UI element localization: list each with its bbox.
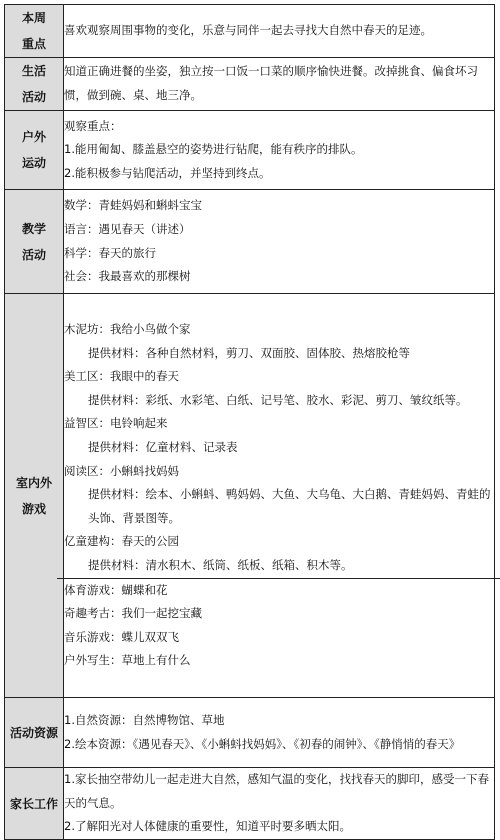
row-label-outdoor-sport: 户外 运动 [5,111,64,190]
list-item: 1.自然资源：自然博物馆、草地 [64,712,225,727]
table-row-daily-life [5,58,495,111]
list-item: 社会：我最喜欢的那棵树 [64,269,191,284]
list-item: 数学：青蛙妈妈和蝌蚪宝宝 [64,198,202,213]
row-content-teaching [64,190,495,294]
list-item: 奇趣考古：我们一起挖宝藏 [64,606,202,621]
list-item: 科学：春天的旅行 [64,245,156,260]
row-content-daily-life [64,58,495,111]
row-content-outdoor-sport [64,111,495,190]
area-materials: 提供材料：各种自然材料，剪刀、双面胶、固体胶、热熔胶枪等 [88,345,410,360]
area-materials: 提供材料：彩纸、水彩笔、白纸、记号笔、胶水、彩泥、剪刀、皱纹纸等。 [88,392,468,407]
table-row-outdoor-sport [5,111,495,190]
list-item: 观察重点： [64,118,122,133]
list-item: 2.绘本资源：《遇见春天》、《小蝌蚪找妈妈》、《初春的闹钟》、《静悄悄的春天》 [64,736,461,751]
list-item: 体育游戏：蝴蝶和花 [64,582,168,597]
list-item: 2.能积极参与钻爬活动，并坚持到终点。 [64,165,271,180]
area-materials: 提供材料：绘本、小蝌蚪、鸭妈妈、大鱼、大乌龟、大白鹅、青蛙妈妈、青蛙的头饰、背景图等。 [88,487,491,525]
table-row-focus [5,5,495,58]
table-row-parents [5,768,495,840]
table-row-games [5,294,495,698]
area-title: 益智区：电铃响起来 [64,416,168,431]
list-item: 1.家长抽空带幼儿一起走进大自然，感知气温的变化，找找春天的脚印，感受一下春天的气息。 [64,772,489,810]
list-item: 1.能用匍匐、膝盖悬空的姿势进行钻爬，能有秩序的排队。 [64,142,363,157]
row-label-daily-life: 生活 活动 [5,58,64,111]
list-item: 2.了解阳光对人体健康的重要性，知道平时要多晒太阳。 [64,819,351,834]
area-materials: 提供材料：亿童材料、记录表 [88,440,238,455]
row-content-parents [64,768,495,840]
outdoor-game-list [64,579,494,673]
table-row-resources [5,698,495,768]
focus-text: 喜欢观察周围事物的变化，乐意与同伴一起去寻找大自然中春天的足迹。 [64,23,432,38]
row-label-parents: 家长工作 [5,768,64,840]
list-item: 户外写生：草地上有什么 [64,653,191,668]
row-label-teaching: 教学 活动 [5,190,64,294]
row-content-games [64,294,495,698]
row-label-games: 室内外 游戏 [5,294,64,698]
row-label-resources: 活动资源 [5,698,64,768]
area-materials: 提供材料：清水积木、纸筒、纸板、纸箱、积木等。 [88,557,353,572]
row-label-focus: 本周 重点 [5,5,64,58]
list-item: 语言：遇见春天（讲述） [64,221,191,236]
area-title: 美工区：我眼中的春天 [64,369,179,384]
table-row-teaching [5,190,495,294]
row-content-focus [64,5,495,58]
list-item: 音乐游戏：蝶儿双双飞 [64,629,179,644]
area-title: 阅读区：小蝌蚪找妈妈 [64,463,179,478]
daily-life-text: 知道正确进餐的坐姿，独立按一口饭一口菜的顺序愉快进餐。改掉挑食、偏食坏习惯，做到碗、桌、地三净。 [64,64,478,102]
weekly-plan-table [4,4,495,840]
indoor-area-list [57,318,500,579]
row-content-resources [64,698,495,768]
area-title: 木泥坊：我给小鸟做个家 [64,322,191,337]
area-title: 亿童建构：春天的公园 [64,534,179,549]
